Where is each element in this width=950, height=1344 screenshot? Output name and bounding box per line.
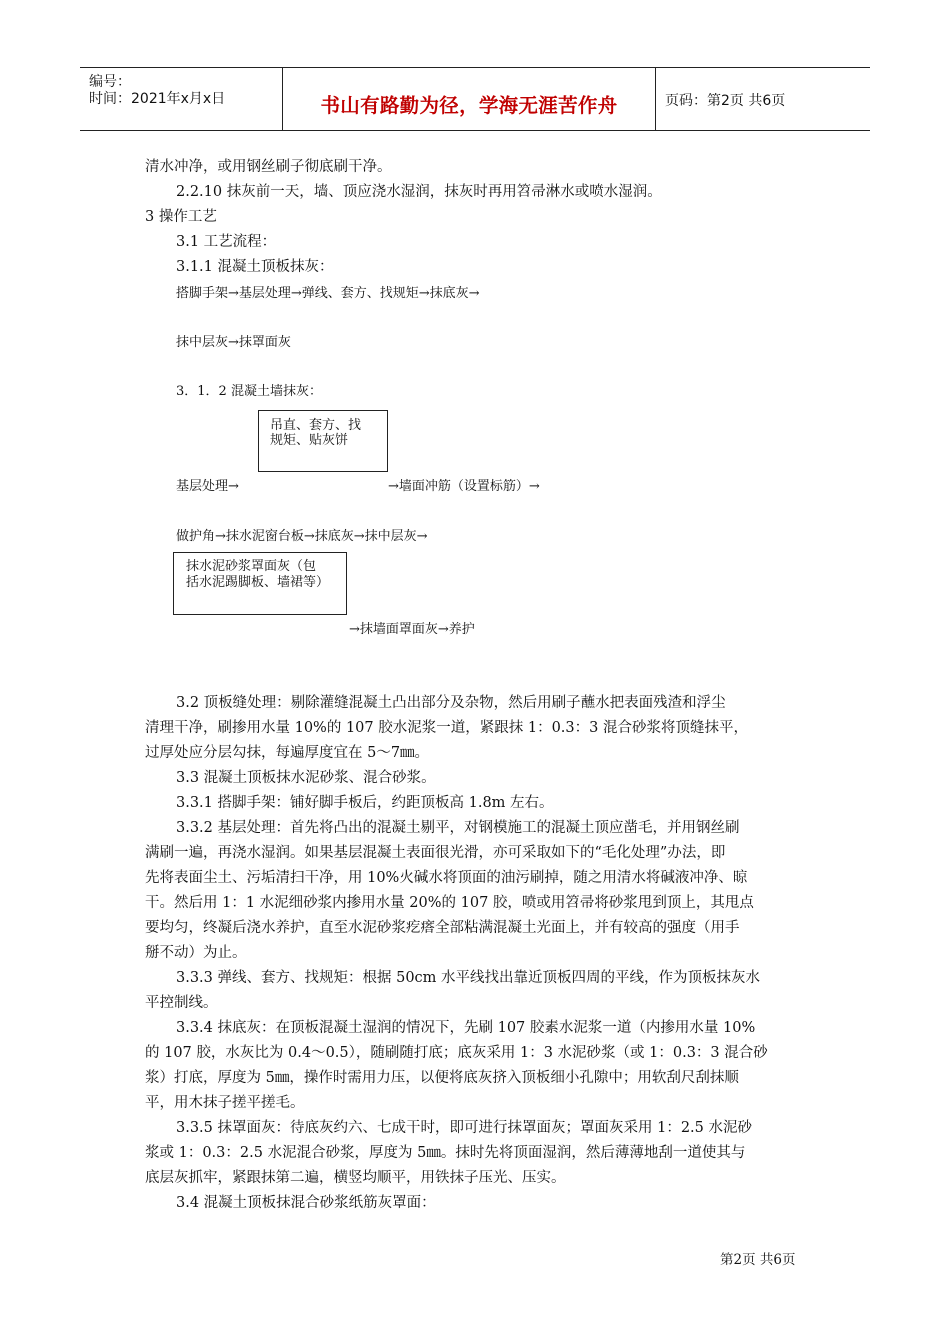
paragraph-line: 3.4 混凝土顶板抹混合砂浆纸筋灰罩面： (176, 1195, 436, 1211)
flow-box-text: 吊直、套方、找 (270, 418, 362, 433)
paragraph-line: 底层灰抓牢，紧跟抹第二遍，横竖均顺平，用铁抹子压光、压实。 (145, 1170, 566, 1186)
paragraph-line: 先将表面尘土、污垢清扫干净，用 10%火碱水将顶面的油污刷掉，随之用清水将碱液冲净、晾 (145, 870, 748, 886)
paragraph-line: 掰不动）为止。 (145, 945, 247, 961)
page-footer: 第2页 共6页 (720, 1252, 796, 1268)
subsection-heading: 3.1 工艺流程： (176, 234, 277, 250)
paragraph-line: 平，用木抹子搓平搓毛。 (145, 1095, 305, 1111)
paragraph-line: 平控制线。 (145, 995, 218, 1011)
time-label: 时间：2021年x月x日 (89, 91, 226, 107)
flow-box-text: 抹水泥砂浆罩面灰（包 (186, 559, 317, 574)
number-label: 编号： (89, 74, 131, 90)
page-header (80, 67, 870, 131)
paragraph-line: 的 107 胶，水灰比为 0.4～0.5），随刷随打底；底灰采用 1：3 水泥砂浆（或 1：0.3：3 混合砂 (145, 1045, 768, 1061)
paragraph-line: 3.3.5 抹罩面灰：待底灰约六、七成干时，即可进行抹罩面灰；罩面灰采用 1：2.5 水泥砂 (176, 1120, 753, 1136)
flow-line: →抹墙面罩面灰→养护 (349, 622, 475, 637)
paragraph-line: 3.3 混凝土顶板抹水泥砂浆、混合砂浆。 (176, 770, 436, 786)
subsection-heading: 3．1．2 混凝土墙抹灰： (176, 384, 322, 399)
paragraph-line: 3.3.2 基层处理：首先将凸出的混凝土剔平，对钢模施工的混凝土顶应凿毛，并用钢丝刷 (176, 820, 740, 836)
flow-line: 做护角→抹水泥窗台板→抹底灰→抹中层灰→ (176, 529, 428, 544)
paragraph-line: 满刷一遍，再浇水湿润。如果基层混凝土表面很光滑，亦可采取如下的“毛化处理”办法，即 (145, 845, 726, 861)
header-page-cell (656, 68, 870, 130)
header-info-cell (80, 68, 283, 130)
text-line: 清水冲净，或用钢丝刷子彻底刷干净。 (145, 159, 392, 175)
page-label: 页码：第2页 共6页 (665, 93, 786, 109)
flow-line: 搭脚手架→基层处理→弹线、套方、找规矩→抹底灰→ (176, 286, 480, 301)
flow-line: 基层处理→ (176, 479, 239, 494)
paragraph-line: 3.2 顶板缝处理：剔除灌缝混凝土凸出部分及杂物，然后用刷子蘸水把表面残渣和浮尘 (176, 695, 726, 711)
paragraph-line: 3.3.3 弹线、套方、找规矩：根据 50cm 水平线找出靠近顶板四周的平线，作为顶板抹灰水 (176, 970, 761, 986)
paragraph-line: 干。然后用 1：1 水泥细砂浆内掺用水量 20%的 107 胶，喷或用笤帚将砂浆甩到顶上，其甩点 (145, 895, 754, 911)
flow-line: →墙面冲筋（设置标筋）→ (388, 479, 540, 494)
paragraph-line: 过厚处应分层勾抹，每遍厚度宜在 5～7㎜。 (145, 745, 430, 761)
flow-box-text: 括水泥踢脚板、墙裙等） (186, 575, 330, 590)
flow-line: 抹中层灰→抹罩面灰 (176, 335, 291, 350)
paragraph-line: 3.3.4 抹底灰：在顶板混凝土湿润的情况下，先刷 107 胶素水泥浆一道（内掺用水量 10% (176, 1020, 756, 1036)
subsection-heading: 3.1.1 混凝土顶板抹灰： (176, 259, 334, 275)
paragraph-line: 浆或 1：0.3：2.5 水泥混合砂浆，厚度为 5㎜。抹时先将顶面湿润，然后薄薄地刮一道使其与 (145, 1145, 746, 1161)
text-line: 2.2.10 抹灰前一天，墙、顶应浇水湿润，抹灰时再用笤帚淋水或喷水湿润。 (176, 184, 662, 200)
paragraph-line: 3.3.1 搭脚手架：铺好脚手板后，约距顶板高 1.8m 左右。 (176, 795, 554, 811)
paragraph-line: 要均匀，终凝后浇水养护，直至水泥砂浆疙瘩全部粘满混凝土光面上，并有较高的强度（用手 (145, 920, 740, 936)
motto: 书山有路勤为径，学海无涯苦作舟 (320, 94, 618, 117)
header-motto-cell (283, 68, 656, 130)
paragraph-line: 清理干净，刷掺用水量 10%的 107 胶水泥浆一道，紧跟抹 1：0.3：3 混合砂浆将顶缝抹平， (145, 720, 748, 736)
flow-box-text: 规矩、贴灰饼 (270, 433, 349, 448)
paragraph-line: 浆）打底，厚度为 5㎜，操作时需用力压，以便将底灰挤入顶板细小孔隙中；用软刮尺刮抹顺 (145, 1070, 739, 1086)
section-heading: 3 操作工艺 (145, 209, 217, 225)
